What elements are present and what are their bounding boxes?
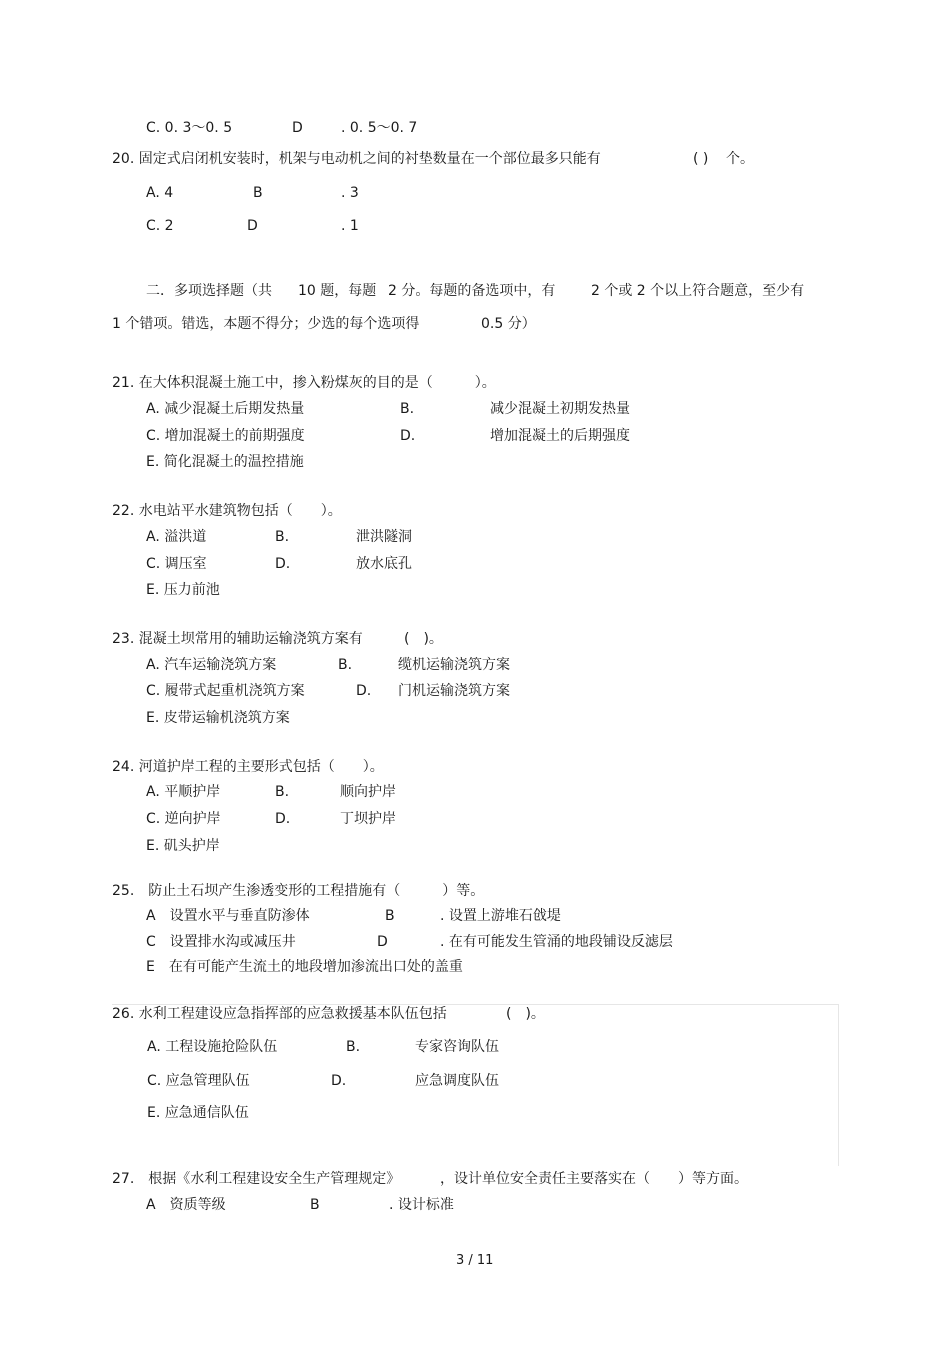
q23-option-d-letter: D. bbox=[356, 683, 372, 699]
q24-option-b: 顺向护岸 bbox=[340, 784, 396, 800]
q21-option-d: 增加混凝土的后期强度 bbox=[490, 428, 630, 444]
page-number: 3 / 11 bbox=[456, 1253, 494, 1268]
q26-option-d: 应急调度队伍 bbox=[415, 1073, 499, 1089]
q22-option-b-letter: B. bbox=[275, 529, 290, 545]
q23-option-c: C. 履带式起重机浇筑方案 bbox=[146, 683, 305, 699]
q22-option-c: C. 调压室 bbox=[146, 556, 207, 572]
q26-box-right-border bbox=[838, 1004, 839, 1166]
q23-option-e: E. 皮带运输机浇筑方案 bbox=[146, 710, 290, 726]
q26-stem: 26. 水利工程建设应急指挥部的应急救援基本队伍包括 bbox=[112, 1006, 447, 1022]
q25-option-b-letter: B bbox=[385, 908, 395, 924]
q24-option-e: E. 矶头护岸 bbox=[146, 838, 220, 854]
q23-option-d: 门机运输浇筑方案 bbox=[398, 683, 510, 699]
section2-line2-a: 1 个错项。错选，本题不得分；少选的每个选项得 bbox=[112, 316, 420, 332]
q23-paren: ( )。 bbox=[404, 631, 443, 647]
q27-option-b: . 设计标准 bbox=[389, 1197, 454, 1213]
q20-option-a: A. 4 bbox=[146, 185, 174, 201]
q20-option-d: . 1 bbox=[341, 218, 359, 234]
q27-stem-a: 27. 根据《水利工程建设安全生产管理规定》 bbox=[112, 1171, 401, 1187]
q25-option-c: C 设置排水沟或减压井 bbox=[146, 934, 296, 950]
q21-option-b: 减少混凝土初期发热量 bbox=[490, 401, 630, 417]
q22-option-a: A. 溢洪道 bbox=[146, 529, 207, 545]
q25-option-b: . 设置上游堆石戗堤 bbox=[440, 908, 561, 924]
q20-stem: 20. 固定式启闭机安装时，机架与电动机之间的衬垫数量在一个部位最多只能有 bbox=[112, 151, 601, 167]
q24-option-b-letter: B. bbox=[275, 784, 290, 800]
q24-option-d-letter: D. bbox=[275, 811, 291, 827]
q27-stem-b: ，设计单位安全责任主要落实在（ ）等方面。 bbox=[440, 1171, 748, 1187]
q22-option-d: 放水底孔 bbox=[356, 556, 412, 572]
q25-stem: 25. 防止土石坝产生渗透变形的工程措施有（ ）等。 bbox=[112, 883, 485, 899]
q20-paren: ( ) bbox=[693, 151, 709, 167]
section2-line1-d: 2 个或 2 个以上符合题意，至少有 bbox=[591, 283, 805, 299]
q22-stem: 22. 水电站平水建筑物包括（ ）。 bbox=[112, 503, 342, 519]
q24-option-c: C. 逆向护岸 bbox=[146, 811, 221, 827]
q21-option-e: E. 简化混凝土的温控措施 bbox=[146, 454, 304, 470]
section2-line2-b: 0.5 分） bbox=[481, 316, 536, 332]
q22-option-e: E. 压力前池 bbox=[146, 582, 220, 598]
q26-option-d-letter: D. bbox=[331, 1073, 347, 1089]
q23-option-b-letter: B. bbox=[338, 657, 353, 673]
q23-option-a: A. 汽车运输浇筑方案 bbox=[146, 657, 277, 673]
q25-option-e: E 在有可能产生流土的地段增加渗流出口处的盖重 bbox=[146, 959, 463, 975]
q26-option-e: E. 应急通信队伍 bbox=[147, 1105, 249, 1121]
section2-line1-b: 10 题，每题 bbox=[298, 283, 377, 299]
q21-option-b-letter: B. bbox=[400, 401, 415, 417]
q23-stem: 23. 混凝土坝常用的辅助运输浇筑方案有 bbox=[112, 631, 363, 647]
section2-line1-a: 二．多项选择题（共 bbox=[146, 283, 272, 299]
q24-option-a: A. 平顺护岸 bbox=[146, 784, 221, 800]
q20-option-c: C. 2 bbox=[146, 218, 174, 234]
q26-option-a: A. 工程设施抢险队伍 bbox=[147, 1039, 278, 1055]
q19-option-d: . 0. 5～0. 7 bbox=[341, 120, 418, 136]
q25-option-d-letter: D bbox=[377, 934, 388, 950]
q24-stem: 24. 河道护岸工程的主要形式包括（ ）。 bbox=[112, 759, 384, 775]
q25-option-a: A 设置水平与垂直防渗体 bbox=[146, 908, 310, 924]
q21-option-a: A. 减少混凝土后期发热量 bbox=[146, 401, 305, 417]
q23-option-b: 缆机运输浇筑方案 bbox=[398, 657, 510, 673]
q26-option-c: C. 应急管理队伍 bbox=[147, 1073, 250, 1089]
q27-option-a: A 资质等级 bbox=[146, 1197, 226, 1213]
q21-option-c: C. 增加混凝土的前期强度 bbox=[146, 428, 305, 444]
q20-unit: 个。 bbox=[726, 151, 754, 167]
q26-option-b: 专家咨询队伍 bbox=[415, 1039, 499, 1055]
q22-option-d-letter: D. bbox=[275, 556, 291, 572]
q24-option-d: 丁坝护岸 bbox=[340, 811, 396, 827]
q19-option-c: C. 0. 3～0. 5 bbox=[146, 120, 233, 136]
q19-option-d-letter: D bbox=[292, 120, 303, 136]
q26-option-b-letter: B. bbox=[346, 1039, 361, 1055]
q20-option-b-letter: B bbox=[253, 185, 263, 201]
q20-option-b: . 3 bbox=[341, 185, 359, 201]
q22-option-b: 泄洪隧洞 bbox=[356, 529, 412, 545]
q20-option-d-letter: D bbox=[247, 218, 258, 234]
q27-option-b-letter: B bbox=[310, 1197, 320, 1213]
section2-line1-c: 2 分。每题的备选项中，有 bbox=[388, 283, 556, 299]
q21-option-d-letter: D. bbox=[400, 428, 416, 444]
q21-stem: 21. 在大体积混凝土施工中，掺入粉煤灰的目的是（ ）。 bbox=[112, 375, 496, 391]
q25-option-d: . 在有可能发生管涌的地段铺设反滤层 bbox=[440, 934, 673, 950]
q26-paren: ( )。 bbox=[506, 1006, 545, 1022]
